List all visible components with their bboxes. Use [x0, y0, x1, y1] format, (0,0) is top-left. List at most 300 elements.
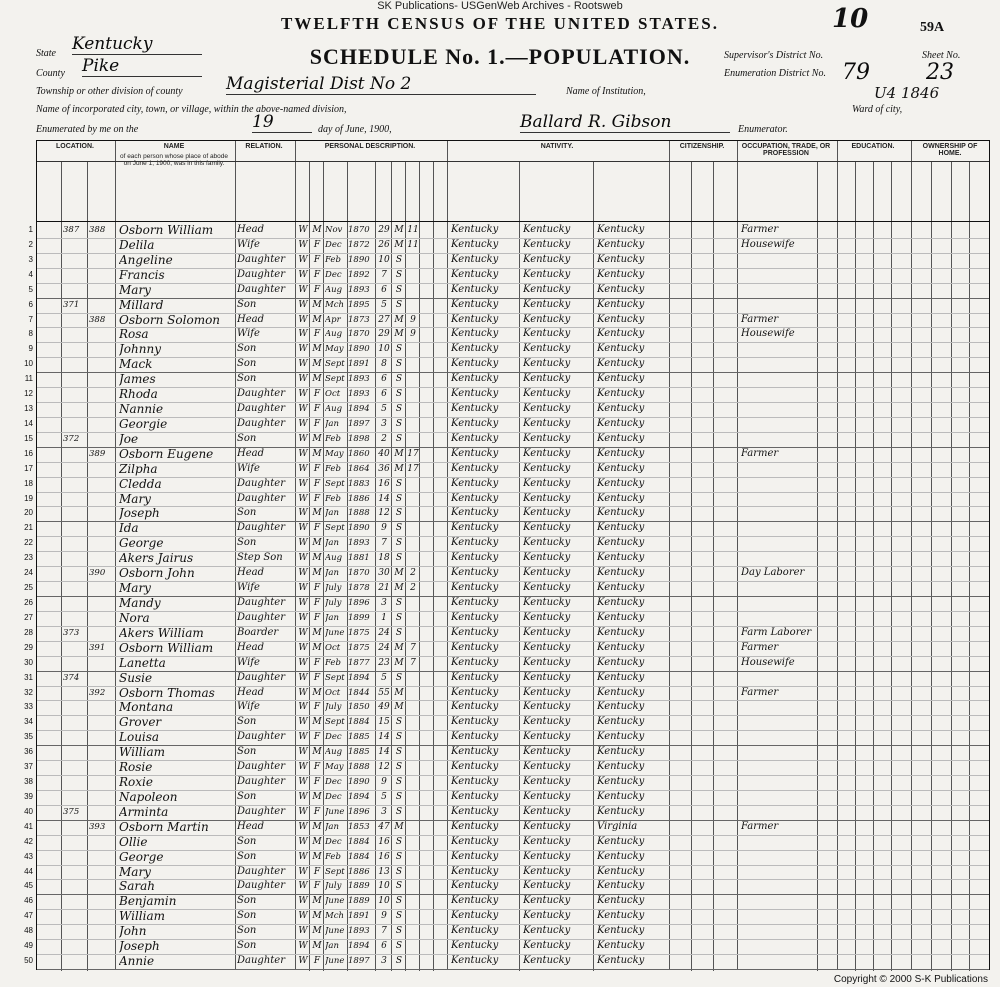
birthplace: Kentucky — [451, 358, 499, 370]
birthplace: Kentucky — [451, 403, 499, 415]
person-name: Millard — [119, 297, 164, 312]
table-row — [24, 476, 989, 493]
marital-status: S — [395, 598, 403, 608]
table-row — [28, 237, 989, 254]
birth-year: 1844 — [348, 687, 370, 698]
birthplace: Kentucky — [451, 343, 499, 355]
line-number: 27 — [24, 612, 33, 622]
race: W — [298, 687, 308, 698]
enumeration-day: 19 — [252, 112, 312, 133]
marital-status: S — [395, 538, 403, 549]
relation: Wife — [237, 701, 260, 713]
relation: Son — [237, 358, 257, 370]
father-birthplace: Kentucky — [523, 417, 571, 429]
birthplace: Kentucky — [451, 373, 499, 385]
birthplace: Kentucky — [451, 656, 499, 668]
mother-birthplace: Kentucky — [597, 328, 645, 340]
marital-status: S — [395, 777, 403, 788]
race: W — [298, 747, 308, 758]
person-name: Mary — [119, 581, 151, 596]
age: 36 — [378, 463, 390, 474]
age: 24 — [378, 642, 390, 653]
race: W — [298, 806, 308, 817]
person-name: Arminta — [119, 804, 169, 819]
person-name: William — [119, 745, 166, 760]
table-row — [24, 894, 989, 910]
age: 14 — [378, 747, 390, 758]
birthplace: Kentucky — [451, 268, 499, 280]
mother-birthplace: Kentucky — [597, 582, 645, 594]
person-name: Napoleon — [119, 789, 178, 804]
birth-month: July — [325, 702, 342, 713]
occupation: Housewife — [741, 238, 795, 250]
table-row — [24, 879, 989, 895]
father-birthplace: Kentucky — [523, 746, 571, 758]
mother-birthplace: Kentucky — [597, 447, 645, 459]
marital-status: M — [394, 239, 404, 250]
birth-year: 1888 — [348, 508, 370, 519]
father-birthplace: Kentucky — [523, 835, 571, 847]
mother-birthplace: Kentucky — [597, 716, 645, 728]
birthplace: Kentucky — [451, 776, 499, 788]
birth-year: 1864 — [348, 463, 370, 474]
relation: Daughter — [237, 880, 285, 892]
father-birthplace: Kentucky — [523, 910, 571, 922]
supervisors-district-label: Supervisor's District No. — [724, 50, 824, 61]
years-married: 9 — [410, 329, 416, 340]
marital-status: S — [395, 299, 403, 310]
family-number: 389 — [89, 448, 106, 459]
race: W — [298, 866, 308, 877]
family-number: 390 — [89, 568, 106, 579]
age: 29 — [378, 225, 390, 235]
mother-birthplace: Kentucky — [597, 224, 645, 235]
birth-year: 1893 — [348, 389, 370, 400]
film-reference: U4 1846 — [874, 84, 940, 102]
table-row — [24, 610, 989, 627]
sex: M — [312, 717, 322, 728]
mother-birthplace: Kentucky — [597, 537, 645, 549]
sex: F — [313, 777, 321, 788]
line-number: 16 — [24, 448, 33, 458]
race: W — [298, 836, 308, 847]
sex: M — [312, 299, 322, 310]
county-value: Pike — [82, 56, 202, 77]
line-number: 39 — [24, 791, 33, 801]
birth-year: 1886 — [348, 866, 370, 877]
mother-birthplace: Kentucky — [597, 910, 645, 922]
father-birthplace: Kentucky — [523, 641, 571, 653]
state-value: Kentucky — [72, 34, 202, 55]
person-name: Nannie — [119, 402, 164, 417]
sex: M — [312, 568, 322, 579]
race: W — [298, 598, 308, 608]
birthplace: Kentucky — [451, 805, 499, 817]
birth-month: June — [325, 956, 345, 967]
age: 7 — [381, 926, 387, 937]
race: W — [298, 627, 308, 638]
line-number: 4 — [28, 269, 33, 279]
birth-month: Oct — [325, 687, 341, 698]
relation: Son — [237, 537, 257, 549]
age: 3 — [381, 598, 387, 608]
supervisors-district-value: 10 — [832, 4, 869, 34]
age: 27 — [378, 314, 390, 325]
watermark-text: SK Publications- USGenWeb Archives - Rootsweb — [377, 0, 623, 12]
mother-birthplace: Kentucky — [597, 925, 645, 937]
race: W — [298, 672, 308, 683]
relation: Son — [237, 373, 257, 385]
person-name: Rhoda — [119, 387, 158, 402]
marital-status: S — [395, 523, 403, 534]
marital-status: M — [394, 583, 404, 594]
birth-month: June — [325, 627, 345, 638]
sex: M — [312, 508, 322, 519]
birth-year: 1884 — [348, 851, 370, 862]
years-married: 17 — [407, 448, 419, 459]
birth-month: Feb — [325, 493, 341, 504]
sex: M — [312, 538, 322, 549]
person-name: Susie — [119, 670, 153, 685]
table-row — [24, 700, 989, 716]
line-number: 43 — [24, 851, 33, 861]
table-row — [24, 924, 989, 940]
person-name: Joseph — [119, 939, 160, 954]
race: W — [298, 881, 308, 892]
person-name: Rosa — [119, 327, 149, 342]
sex: M — [312, 687, 322, 698]
sex: M — [312, 359, 322, 370]
marital-status: S — [395, 911, 403, 922]
occupation: Farmer — [741, 313, 779, 325]
marital-status: S — [395, 762, 403, 773]
occupation: Farmer — [741, 447, 779, 459]
citizenship-header: CITIZENSHIP. — [679, 143, 725, 150]
birth-year: 1894 — [348, 941, 370, 952]
relation: Daughter — [237, 865, 285, 877]
line-number: 41 — [24, 821, 33, 831]
enumerated-month-label: day of June, 1900, — [318, 124, 392, 135]
sex: M — [312, 896, 322, 907]
marital-status: S — [395, 344, 403, 355]
age: 40 — [378, 448, 390, 459]
relation: Wife — [237, 238, 260, 250]
line-number: 6 — [28, 299, 33, 309]
father-birthplace: Kentucky — [523, 552, 571, 564]
relation: Wife — [237, 656, 260, 668]
person-name: Mack — [119, 357, 153, 372]
birthplace: Kentucky — [451, 761, 499, 773]
line-number: 20 — [24, 508, 33, 518]
table-row — [24, 402, 989, 418]
sex: M — [312, 344, 322, 355]
line-number: 30 — [24, 657, 33, 667]
race: W — [298, 612, 308, 623]
relation: Son — [237, 716, 257, 728]
sex: F — [313, 866, 321, 877]
line-number: 14 — [24, 418, 33, 428]
father-birthplace: Kentucky — [523, 358, 571, 370]
mother-birthplace: Kentucky — [597, 746, 645, 758]
race: W — [298, 896, 308, 907]
line-number: 48 — [24, 926, 33, 936]
mother-birthplace: Kentucky — [597, 805, 645, 817]
birth-month: Dec — [325, 269, 342, 280]
table-row — [24, 685, 989, 702]
person-name: Osborn William — [119, 223, 214, 237]
age: 9 — [381, 777, 387, 788]
race: W — [298, 791, 308, 802]
birthplace: Kentucky — [451, 731, 499, 743]
years-married: 9 — [410, 314, 416, 325]
sex: M — [312, 836, 322, 847]
age: 6 — [381, 374, 387, 385]
race: W — [298, 508, 308, 519]
race: W — [298, 359, 308, 370]
person-name: Georgie — [119, 416, 168, 431]
relation: Daughter — [237, 388, 285, 400]
line-number: 2 — [28, 239, 33, 249]
table-row — [24, 715, 989, 731]
race: W — [298, 418, 308, 429]
father-birthplace: Kentucky — [523, 850, 571, 862]
marital-status: S — [395, 553, 403, 564]
race: W — [298, 657, 308, 668]
person-name: Montana — [119, 700, 174, 715]
table-row — [24, 789, 989, 806]
birth-month: Jan — [325, 568, 339, 579]
sex: M — [312, 791, 322, 802]
rows-container — [24, 223, 989, 969]
birth-month: Sept — [325, 717, 345, 728]
birth-year: 1890 — [348, 254, 370, 265]
mother-birthplace: Kentucky — [597, 477, 645, 489]
table-row — [24, 596, 989, 612]
race: W — [298, 568, 308, 579]
birth-year: 1884 — [348, 717, 370, 728]
person-name: Osborn William — [119, 640, 214, 655]
birth-month: Dec — [325, 777, 342, 788]
father-birthplace: Kentucky — [523, 582, 571, 594]
father-birthplace: Kentucky — [523, 790, 571, 802]
person-name: Sarah — [119, 879, 155, 894]
person-name: Mandy — [119, 596, 161, 610]
relation-header: RELATION. — [245, 143, 283, 150]
occupation: Housewife — [741, 656, 795, 668]
race: W — [298, 374, 308, 385]
father-birthplace: Kentucky — [523, 925, 571, 937]
marital-status: S — [395, 269, 403, 280]
sex: F — [313, 583, 321, 594]
person-name: Lanetta — [119, 655, 166, 670]
sex: F — [313, 404, 321, 415]
father-birthplace: Kentucky — [523, 253, 571, 265]
race: W — [298, 851, 308, 862]
line-number: 35 — [24, 732, 33, 742]
table-row — [24, 357, 989, 373]
birth-year: 1883 — [348, 478, 370, 489]
marital-status: S — [395, 896, 403, 907]
occupation: Farm Laborer — [741, 626, 812, 638]
marital-status: S — [395, 926, 403, 937]
marital-status: S — [395, 478, 403, 489]
birth-month: May — [325, 448, 344, 459]
person-name: Benjamin — [119, 894, 177, 909]
sex: M — [312, 374, 322, 385]
father-birthplace: Kentucky — [523, 880, 571, 892]
marital-status: M — [394, 329, 404, 340]
name-header: NAME — [163, 143, 185, 150]
father-birthplace: Kentucky — [523, 388, 571, 400]
sex: F — [313, 493, 321, 504]
birth-month: Apr — [325, 314, 341, 325]
mother-birthplace: Kentucky — [597, 701, 645, 713]
table-row — [24, 730, 989, 746]
table-row — [24, 775, 989, 791]
person-name: George — [119, 536, 164, 551]
race: W — [298, 702, 308, 713]
mother-birthplace: Kentucky — [597, 417, 645, 429]
birth-year: 1896 — [348, 806, 370, 817]
birthplace: Kentucky — [451, 447, 499, 459]
race: W — [298, 344, 308, 355]
birthplace: Kentucky — [451, 283, 499, 295]
marital-status: M — [394, 463, 404, 474]
birth-year: 1896 — [348, 598, 370, 608]
race: W — [298, 762, 308, 773]
birthplace: Kentucky — [451, 432, 499, 444]
relation: Head — [237, 313, 265, 325]
mother-birthplace: Kentucky — [597, 313, 645, 325]
father-birthplace: Kentucky — [523, 298, 571, 310]
occupation-header: OCCUPATION, TRADE, OR PROFESSION — [741, 143, 831, 157]
table-row — [24, 581, 989, 597]
table-row — [24, 387, 989, 403]
father-birthplace: Kentucky — [523, 731, 571, 743]
birthplace: Kentucky — [451, 790, 499, 802]
father-birthplace: Kentucky — [523, 447, 571, 459]
sheet-stamp: 59A — [920, 20, 945, 35]
person-name: Osborn Thomas — [119, 685, 215, 700]
birth-month: Feb — [325, 851, 341, 862]
line-number: 23 — [24, 553, 33, 563]
birthplace: Kentucky — [451, 477, 499, 489]
birthplace: Kentucky — [451, 328, 499, 340]
birth-month: Aug — [325, 329, 343, 340]
table-row — [24, 670, 989, 687]
marital-status: S — [395, 627, 403, 638]
mother-birthplace: Kentucky — [597, 567, 645, 579]
sex: M — [312, 911, 322, 922]
years-married: 2 — [410, 583, 416, 594]
line-number: 18 — [24, 478, 33, 488]
table-row — [24, 625, 989, 642]
person-name: Mary — [119, 282, 151, 297]
mother-birthplace: Kentucky — [597, 611, 645, 623]
sex: F — [313, 657, 321, 668]
relation: Daughter — [237, 253, 285, 265]
race: W — [298, 404, 308, 415]
father-birthplace: Kentucky — [523, 761, 571, 773]
sex: F — [313, 329, 321, 340]
line-number: 31 — [24, 672, 33, 682]
table-row — [24, 804, 989, 821]
marital-status: M — [394, 702, 404, 713]
census-table — [24, 140, 990, 970]
mother-birthplace: Virginia — [597, 820, 638, 832]
race: W — [298, 478, 308, 489]
relation: Daughter — [237, 805, 285, 817]
dwelling-number: 374 — [63, 672, 80, 683]
marital-status: S — [395, 851, 403, 862]
line-number: 9 — [28, 344, 33, 354]
father-birthplace: Kentucky — [523, 805, 571, 817]
line-number: 12 — [24, 389, 33, 399]
father-birthplace: Kentucky — [523, 865, 571, 877]
mother-birthplace: Kentucky — [597, 522, 645, 534]
race: W — [298, 523, 308, 534]
birth-year: 1895 — [348, 299, 370, 310]
birthplace: Kentucky — [451, 686, 499, 698]
birth-month: Nov — [325, 225, 343, 235]
marital-status: S — [395, 836, 403, 847]
birthplace: Kentucky — [451, 611, 499, 623]
birthplace: Kentucky — [451, 462, 499, 474]
mother-birthplace: Kentucky — [597, 865, 645, 877]
enumerated-label: Enumerated by me on the — [36, 124, 139, 135]
birth-year: 1886 — [348, 493, 370, 504]
sex: F — [313, 881, 321, 892]
line-number: 36 — [24, 747, 33, 757]
birth-month: Sept — [325, 374, 345, 385]
marital-status: S — [395, 941, 403, 952]
age: 16 — [378, 478, 390, 489]
relation: Daughter — [237, 597, 285, 608]
person-name: Angeline — [119, 252, 173, 267]
birth-month: Sept — [325, 866, 345, 877]
birth-month: June — [325, 896, 345, 907]
race: W — [298, 314, 308, 325]
line-number: 49 — [24, 941, 33, 951]
birth-month: Jan — [325, 941, 339, 952]
sex: M — [312, 851, 322, 862]
header-rule — [37, 161, 989, 162]
birthplace: Kentucky — [451, 910, 499, 922]
marital-status: S — [395, 284, 403, 295]
sex: F — [313, 254, 321, 265]
birthplace: Kentucky — [451, 925, 499, 937]
father-birthplace: Kentucky — [523, 238, 571, 250]
mother-birthplace: Kentucky — [597, 686, 645, 698]
age: 47 — [378, 821, 390, 832]
line-number: 19 — [24, 493, 33, 503]
person-name: Ida — [119, 521, 139, 536]
sex: F — [313, 284, 321, 295]
sex: F — [313, 463, 321, 474]
line-number: 37 — [24, 762, 33, 772]
mother-birthplace: Kentucky — [597, 641, 645, 653]
father-birthplace: Kentucky — [523, 403, 571, 415]
person-name: Joseph — [119, 506, 160, 521]
mother-birthplace: Kentucky — [597, 895, 645, 907]
age: 7 — [381, 269, 387, 280]
race: W — [298, 583, 308, 594]
sex: F — [313, 478, 321, 489]
birth-month: Mch — [325, 911, 344, 922]
birthplace: Kentucky — [451, 895, 499, 907]
age: 49 — [378, 702, 390, 713]
age: 10 — [378, 896, 390, 907]
